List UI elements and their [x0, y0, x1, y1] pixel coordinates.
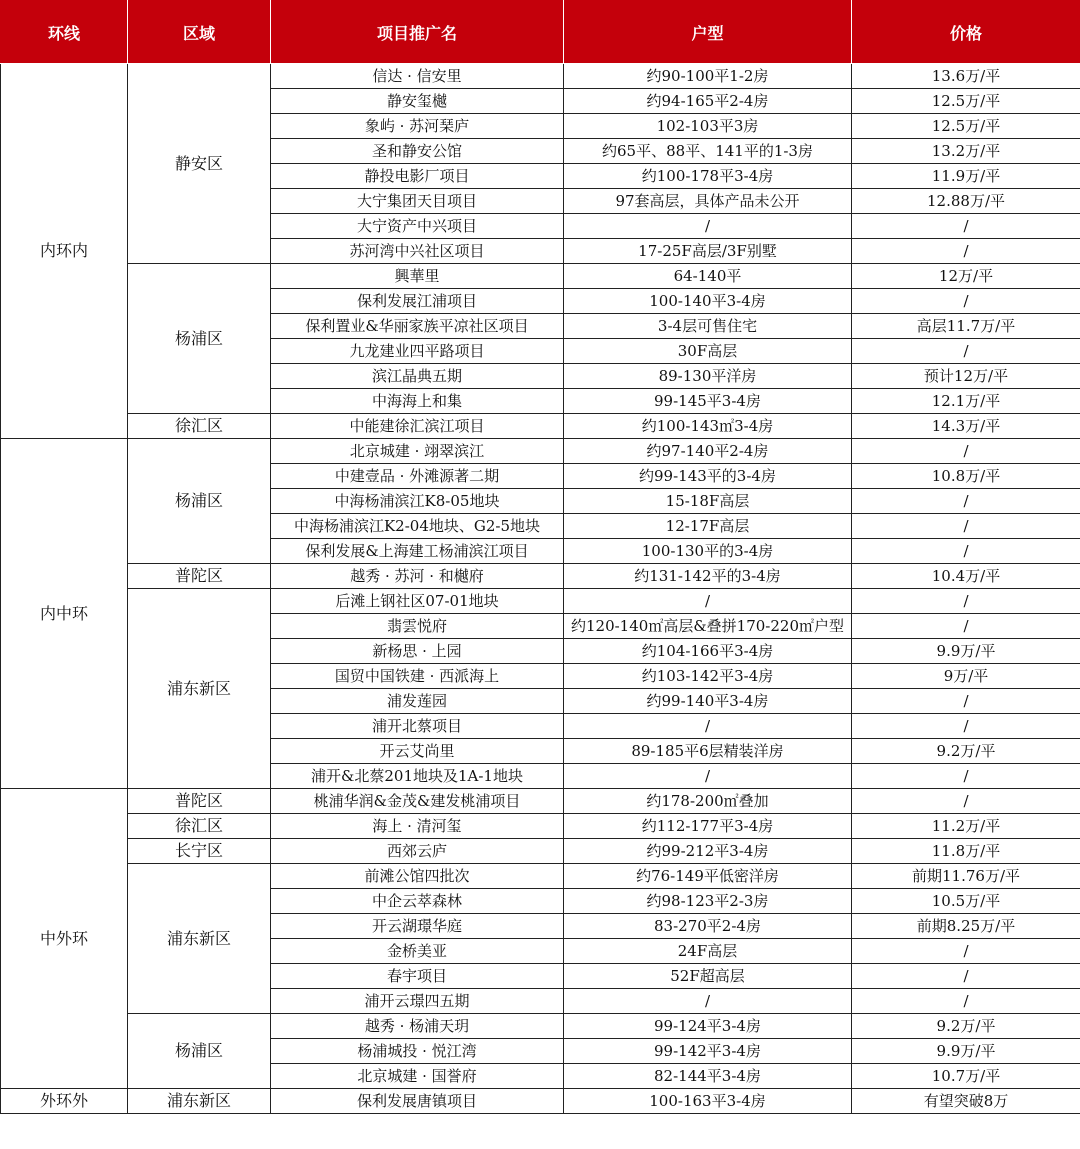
unit-type-cell: 约120-140㎡高层&叠拼170-220㎡户型 [564, 614, 852, 639]
unit-type-cell: 24F高层 [564, 939, 852, 964]
unit-type-cell: 100-163平3-4房 [564, 1089, 852, 1114]
unit-type-cell: 约100-143㎡3-4房 [564, 414, 852, 439]
unit-type-cell: / [564, 714, 852, 739]
price-cell: 9.2万/平 [852, 739, 1080, 764]
project-name-cell: 浦开云璟四五期 [271, 989, 564, 1014]
district-cell: 长宁区 [128, 839, 271, 864]
header-project-name: 项目推广名 [271, 1, 564, 64]
unit-type-cell: 52F超高层 [564, 964, 852, 989]
price-cell: 前期11.76万/平 [852, 864, 1080, 889]
project-name-cell: 静投电影厂项目 [271, 164, 564, 189]
unit-type-cell: 64-140平 [564, 264, 852, 289]
unit-type-cell: 15-18F高层 [564, 489, 852, 514]
project-name-cell: 静安玺樾 [271, 89, 564, 114]
table-row [1, 64, 1080, 89]
project-name-cell: 中企云萃森林 [271, 889, 564, 914]
price-cell: / [852, 439, 1080, 464]
unit-type-cell: 82-144平3-4房 [564, 1064, 852, 1089]
project-name-cell: 海上 · 清河玺 [271, 814, 564, 839]
table-row [1, 439, 1080, 464]
price-cell: / [852, 489, 1080, 514]
project-name-cell: 興華里 [271, 264, 564, 289]
unit-type-cell: / [564, 989, 852, 1014]
project-name-cell: 越秀 · 苏河 · 和樾府 [271, 564, 564, 589]
price-cell: 11.9万/平 [852, 164, 1080, 189]
unit-type-cell: 约97-140平2-4房 [564, 439, 852, 464]
unit-type-cell: 102-103平3房 [564, 114, 852, 139]
project-name-cell: 九龙建业四平路项目 [271, 339, 564, 364]
unit-type-cell: 约112-177平3-4房 [564, 814, 852, 839]
unit-type-cell: 约94-165平2-4房 [564, 89, 852, 114]
district-cell: 普陀区 [128, 789, 271, 814]
project-name-cell: 保利置业&华丽家族平凉社区项目 [271, 314, 564, 339]
unit-type-cell: 3-4层可售住宅 [564, 314, 852, 339]
unit-type-cell: 约99-143平的3-4房 [564, 464, 852, 489]
project-name-cell: 金桥美亚 [271, 939, 564, 964]
price-cell: / [852, 539, 1080, 564]
project-name-cell: 保利发展江浦项目 [271, 289, 564, 314]
price-cell: / [852, 689, 1080, 714]
price-cell: 12.5万/平 [852, 114, 1080, 139]
project-name-cell: 后滩上钢社区07-01地块 [271, 589, 564, 614]
price-cell: 前期8.25万/平 [852, 914, 1080, 939]
district-cell: 浦东新区 [128, 864, 271, 1014]
unit-type-cell: 17-25F高层/3F别墅 [564, 239, 852, 264]
project-name-cell: 中海杨浦滨江K8-05地块 [271, 489, 564, 514]
unit-type-cell: / [564, 589, 852, 614]
header-district: 区域 [128, 1, 271, 64]
unit-type-cell: 约76-149平低密洋房 [564, 864, 852, 889]
table-row [1, 1014, 1080, 1039]
unit-type-cell: 83-270平2-4房 [564, 914, 852, 939]
unit-type-cell: 约104-166平3-4房 [564, 639, 852, 664]
price-cell: / [852, 589, 1080, 614]
price-cell: 13.6万/平 [852, 64, 1080, 89]
district-cell: 杨浦区 [128, 264, 271, 414]
price-cell: / [852, 289, 1080, 314]
price-cell: / [852, 964, 1080, 989]
unit-type-cell: 99-145平3-4房 [564, 389, 852, 414]
unit-type-cell: 约90-100平1-2房 [564, 64, 852, 89]
district-cell: 静安区 [128, 64, 271, 264]
project-name-cell: 开云艾尚里 [271, 739, 564, 764]
district-cell: 杨浦区 [128, 439, 271, 564]
unit-type-cell: 约100-178平3-4房 [564, 164, 852, 189]
unit-type-cell: 约65平、88平、141平的1-3房 [564, 139, 852, 164]
table-row [1, 814, 1080, 839]
project-name-cell: 翡雲悦府 [271, 614, 564, 639]
unit-type-cell: 99-142平3-4房 [564, 1039, 852, 1064]
price-cell: / [852, 514, 1080, 539]
project-name-cell: 北京城建 · 翊翠滨江 [271, 439, 564, 464]
ring-cell: 中外环 [1, 789, 128, 1089]
district-cell: 杨浦区 [128, 1014, 271, 1089]
unit-type-cell: / [564, 214, 852, 239]
price-cell: 10.7万/平 [852, 1064, 1080, 1089]
district-cell: 浦东新区 [128, 589, 271, 789]
price-cell: 11.8万/平 [852, 839, 1080, 864]
project-name-cell: 大宁资产中兴项目 [271, 214, 564, 239]
header-price: 价格 [852, 1, 1080, 64]
project-name-cell: 中能建徐汇滨江项目 [271, 414, 564, 439]
price-cell: 12万/平 [852, 264, 1080, 289]
project-name-cell: 前滩公馆四批次 [271, 864, 564, 889]
project-name-cell: 象屿 · 苏河琹庐 [271, 114, 564, 139]
price-cell: 9.2万/平 [852, 1014, 1080, 1039]
unit-type-cell: 约103-142平3-4房 [564, 664, 852, 689]
project-name-cell: 圣和静安公馆 [271, 139, 564, 164]
price-cell: 11.2万/平 [852, 814, 1080, 839]
ring-cell: 内中环 [1, 439, 128, 789]
price-cell: / [852, 939, 1080, 964]
price-cell: / [852, 214, 1080, 239]
project-name-cell: 滨江晶典五期 [271, 364, 564, 389]
price-cell: / [852, 714, 1080, 739]
project-name-cell: 越秀 · 杨浦天玥 [271, 1014, 564, 1039]
project-name-cell: 中海海上和集 [271, 389, 564, 414]
project-name-cell: 中建壹品 · 外滩源著二期 [271, 464, 564, 489]
project-name-cell: 保利发展&上海建工杨浦滨江项目 [271, 539, 564, 564]
price-cell: 10.4万/平 [852, 564, 1080, 589]
price-cell: 10.5万/平 [852, 889, 1080, 914]
project-name-cell: 新杨思 · 上园 [271, 639, 564, 664]
district-cell: 徐汇区 [128, 814, 271, 839]
unit-type-cell: 约178-200㎡叠加 [564, 789, 852, 814]
unit-type-cell: 30F高层 [564, 339, 852, 364]
unit-type-cell: 约131-142平的3-4房 [564, 564, 852, 589]
header-unit-type: 户型 [564, 1, 852, 64]
price-cell: / [852, 789, 1080, 814]
unit-type-cell: 89-185平6层精装洋房 [564, 739, 852, 764]
table-row [1, 839, 1080, 864]
district-cell: 普陀区 [128, 564, 271, 589]
district-cell: 浦东新区 [128, 1089, 271, 1114]
price-cell: 12.5万/平 [852, 89, 1080, 114]
unit-type-cell: 12-17F高层 [564, 514, 852, 539]
project-name-cell: 保利发展唐镇项目 [271, 1089, 564, 1114]
project-name-cell: 浦开北蔡项目 [271, 714, 564, 739]
unit-type-cell: 97套高层，具体产品未公开 [564, 189, 852, 214]
price-cell: 14.3万/平 [852, 414, 1080, 439]
unit-type-cell: 89-130平洋房 [564, 364, 852, 389]
ring-cell: 外环外 [1, 1089, 128, 1114]
project-name-cell: 国贸中国铁建 · 西派海上 [271, 664, 564, 689]
table-header [1, 1, 1080, 64]
unit-type-cell: 100-130平的3-4房 [564, 539, 852, 564]
price-cell: / [852, 614, 1080, 639]
ring-cell: 内环内 [1, 64, 128, 439]
price-cell: / [852, 989, 1080, 1014]
price-cell: 预计12万/平 [852, 364, 1080, 389]
price-cell: / [852, 239, 1080, 264]
price-cell: / [852, 764, 1080, 789]
table-row [1, 1089, 1080, 1114]
project-name-cell: 桃浦华润&金茂&建发桃浦项目 [271, 789, 564, 814]
table-row [1, 414, 1080, 439]
project-name-cell: 开云湖璟华庭 [271, 914, 564, 939]
price-cell: 9万/平 [852, 664, 1080, 689]
price-cell: 高层11.7万/平 [852, 314, 1080, 339]
project-name-cell: 杨浦城投 · 悦江湾 [271, 1039, 564, 1064]
unit-type-cell: 约99-140平3-4房 [564, 689, 852, 714]
project-name-cell: 苏河湾中兴社区项目 [271, 239, 564, 264]
price-cell: 9.9万/平 [852, 1039, 1080, 1064]
district-cell: 徐汇区 [128, 414, 271, 439]
project-name-cell: 中海杨浦滨江K2-04地块、G2-5地块 [271, 514, 564, 539]
table-row [1, 564, 1080, 589]
table-row [1, 264, 1080, 289]
price-cell: 9.9万/平 [852, 639, 1080, 664]
unit-type-cell: 100-140平3-4房 [564, 289, 852, 314]
unit-type-cell: / [564, 764, 852, 789]
unit-type-cell: 约99-212平3-4房 [564, 839, 852, 864]
price-cell: 12.88万/平 [852, 189, 1080, 214]
table-body [1, 64, 1080, 1114]
project-name-cell: 浦开&北蔡201地块及1A-1地块 [271, 764, 564, 789]
project-name-cell: 西郊云庐 [271, 839, 564, 864]
table-row [1, 864, 1080, 889]
project-name-cell: 北京城建 · 国誉府 [271, 1064, 564, 1089]
unit-type-cell: 约98-123平2-3房 [564, 889, 852, 914]
header-row [1, 1, 1080, 64]
project-name-cell: 大宁集团天目项目 [271, 189, 564, 214]
header-ring: 环线 [1, 1, 128, 64]
price-cell: 13.2万/平 [852, 139, 1080, 164]
price-cell: / [852, 339, 1080, 364]
price-cell: 12.1万/平 [852, 389, 1080, 414]
table-row [1, 789, 1080, 814]
project-name-cell: 浦发莲园 [271, 689, 564, 714]
price-cell: 10.8万/平 [852, 464, 1080, 489]
project-name-cell: 信达 · 信安里 [271, 64, 564, 89]
table-row [1, 589, 1080, 614]
price-cell: 有望突破8万 [852, 1089, 1080, 1114]
unit-type-cell: 99-124平3-4房 [564, 1014, 852, 1039]
project-name-cell: 春宇项目 [271, 964, 564, 989]
